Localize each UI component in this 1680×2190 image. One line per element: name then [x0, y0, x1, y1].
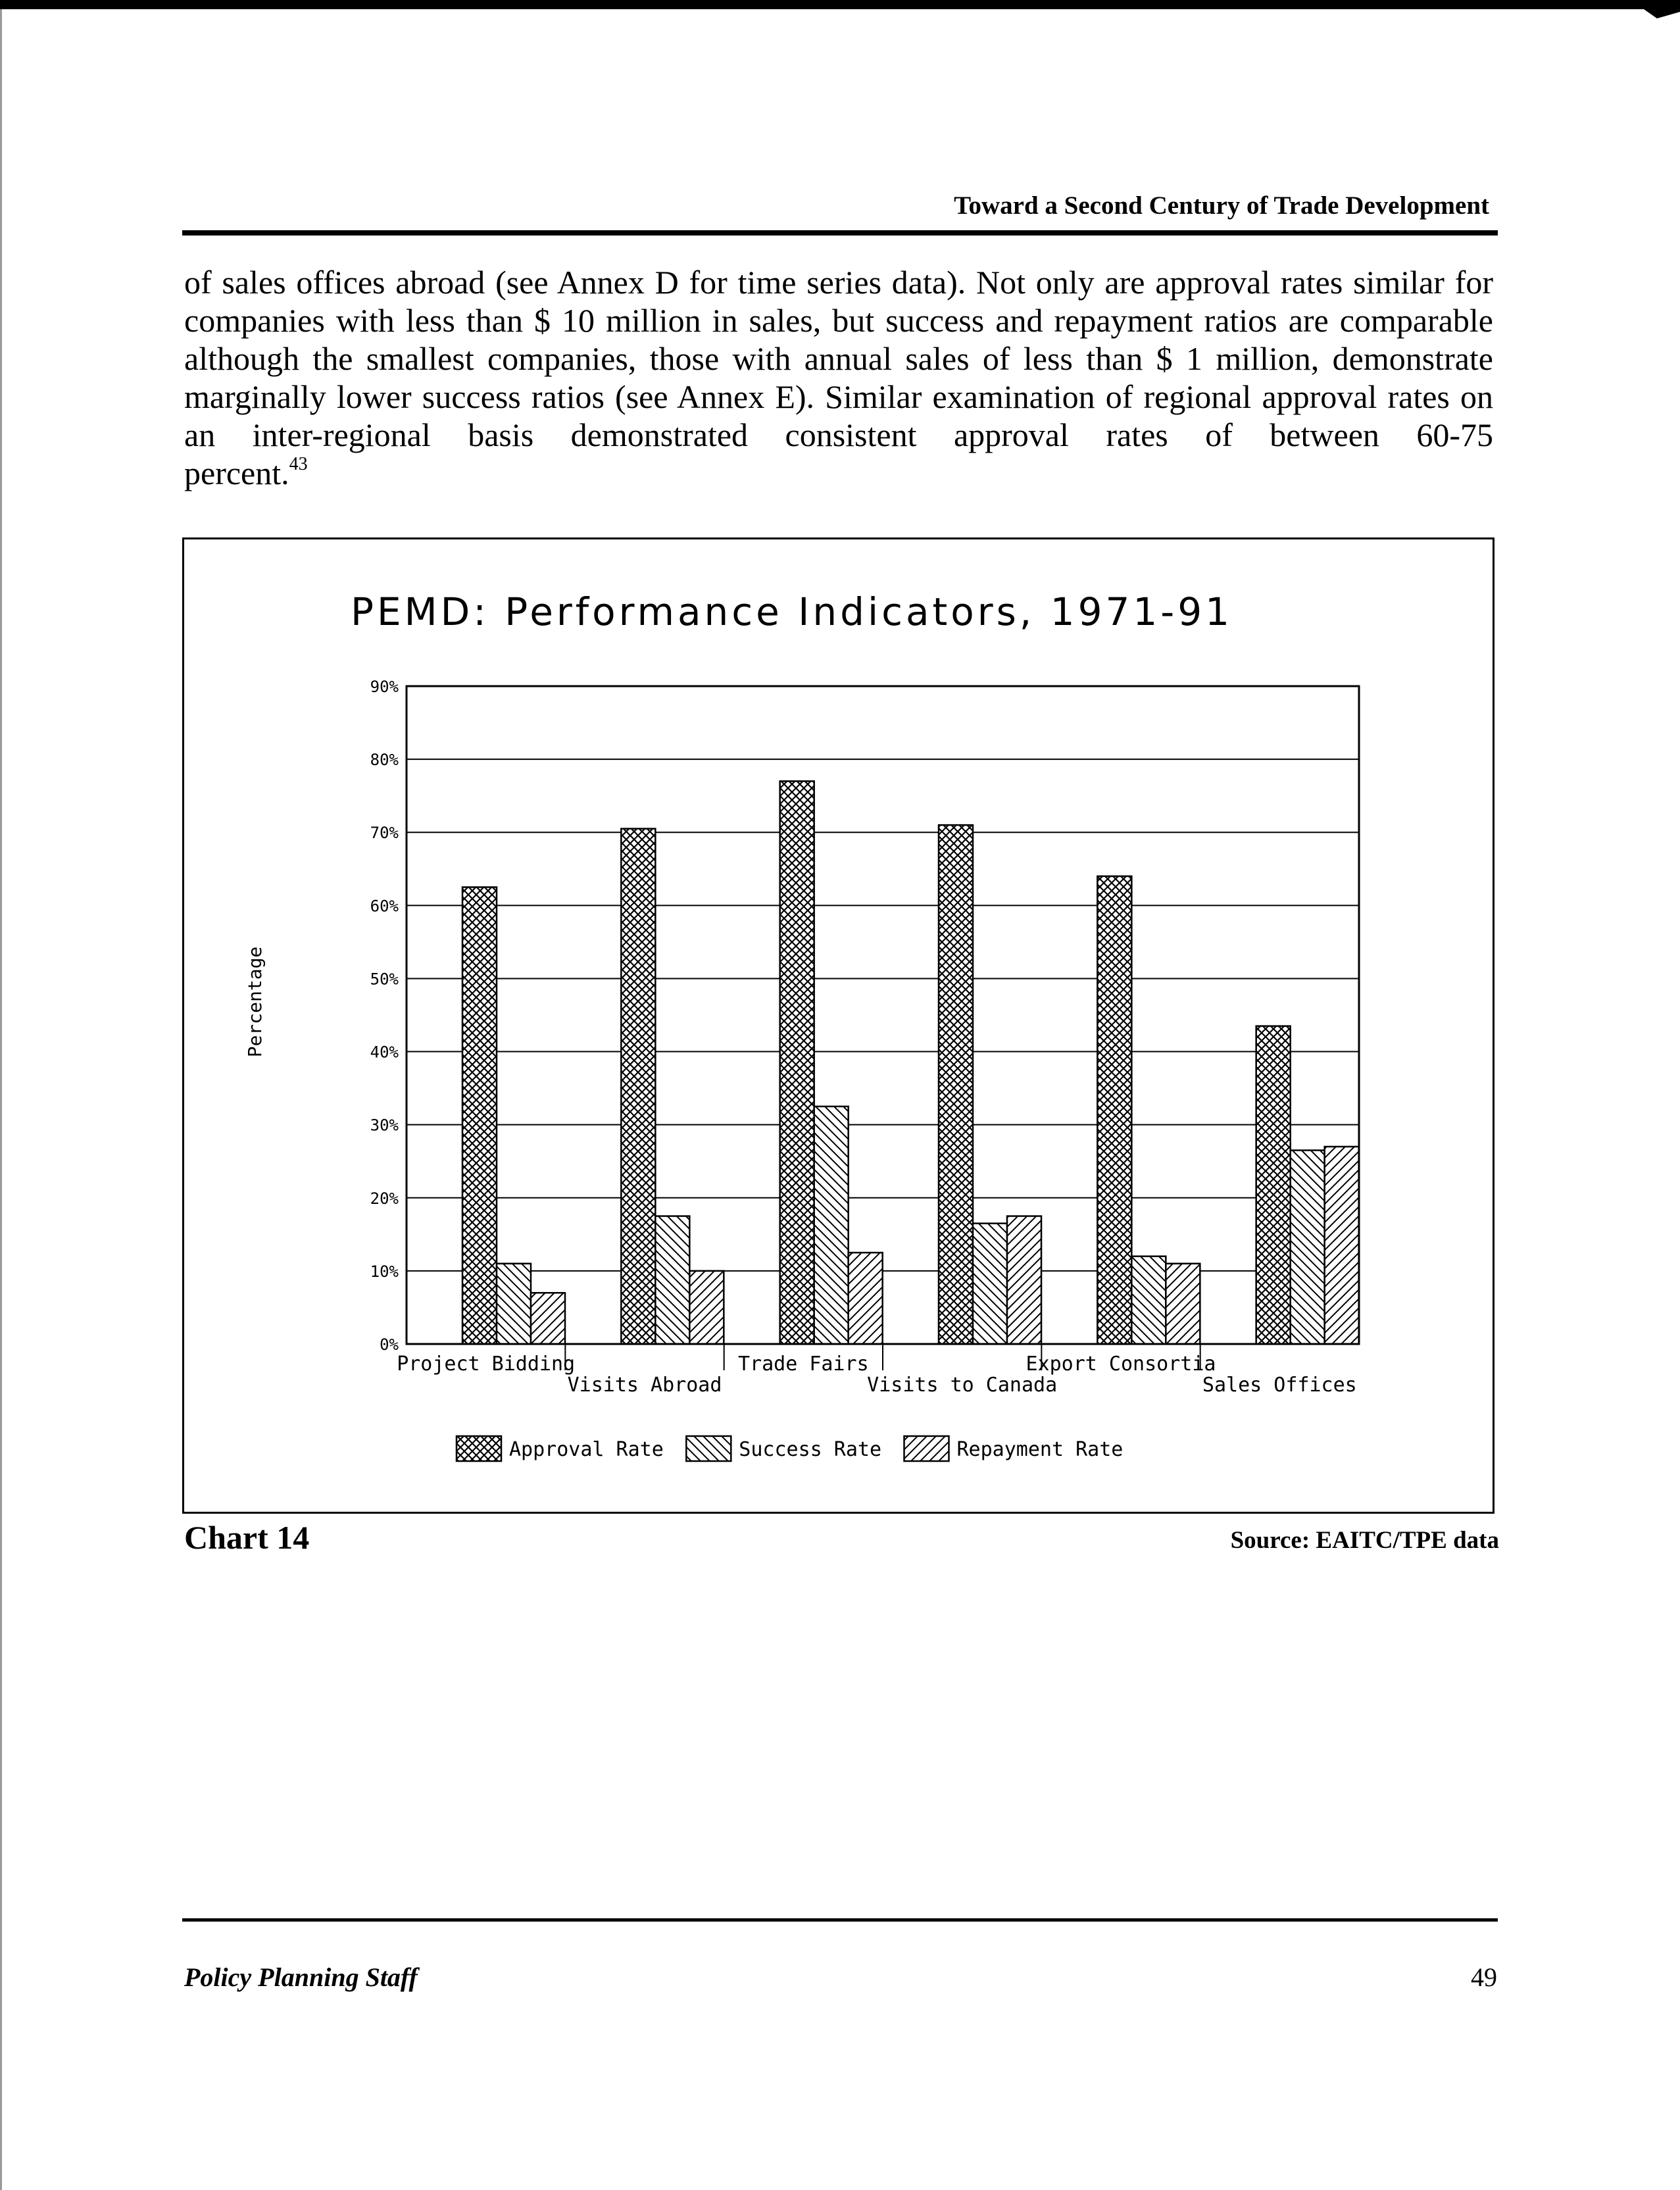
- running-header: Toward a Second Century of Trade Development: [954, 191, 1489, 220]
- bar: [1131, 1257, 1166, 1344]
- y-tick-label: 40%: [370, 1043, 399, 1062]
- y-tick-label: 50%: [370, 970, 399, 989]
- bar: [849, 1253, 883, 1344]
- body-paragraph-last: percent.: [184, 455, 289, 491]
- legend-label: Approval Rate: [509, 1438, 664, 1461]
- x-tick-label: Visits to Canada: [867, 1374, 1058, 1397]
- legend-label: Repayment Rate: [956, 1438, 1124, 1461]
- y-tick-label: 10%: [370, 1262, 399, 1281]
- bar: [621, 829, 655, 1344]
- x-tick-label: Project Bidding: [397, 1353, 576, 1376]
- footer-organization: Policy Planning Staff: [184, 1962, 418, 1992]
- bar-chart: [184, 539, 1493, 1512]
- y-tick-label: 20%: [370, 1189, 399, 1208]
- bar: [1256, 1026, 1291, 1344]
- y-tick-label: 0%: [380, 1335, 399, 1354]
- y-tick-label: 90%: [370, 678, 399, 696]
- chart-title: PEMD: Performance Indicators, 1971-91: [351, 589, 1233, 634]
- legend-swatch: [686, 1436, 731, 1461]
- bar: [655, 1216, 689, 1344]
- y-tick-label: 80%: [370, 751, 399, 770]
- bar: [689, 1271, 724, 1344]
- y-tick-label: 70%: [370, 824, 399, 843]
- bars: [462, 781, 1359, 1344]
- bar: [939, 825, 973, 1344]
- y-tick-label: 60%: [370, 897, 399, 916]
- bar: [1097, 876, 1131, 1344]
- legend-swatch: [457, 1436, 501, 1461]
- bar: [780, 781, 814, 1344]
- chart-number: Chart 14: [184, 1519, 310, 1556]
- bar: [973, 1224, 1007, 1344]
- page-number: 49: [1471, 1962, 1497, 1992]
- bar: [1166, 1264, 1200, 1344]
- header-rule: [182, 230, 1498, 236]
- x-tick-label: Export Consortia: [1025, 1353, 1216, 1376]
- body-paragraph-main: of sales offices abroad (see Annex D for time series data). Not only are approval rates similar for companies with less than $ 10 million in sales, but success and repayment ratios are comparable although the smallest companies, those with annual sales of less than $ 1 million, demonstrate marginally lower success ratios (see Annex E). Similar examination of regional approval rates on an inter-regional basis demonstrated consistent approval rates of between 60-75: [184, 264, 1493, 453]
- y-tick-label: 30%: [370, 1116, 399, 1135]
- bar: [1007, 1216, 1041, 1344]
- plot-area-border: [407, 686, 1359, 1344]
- legend-swatch: [904, 1436, 949, 1461]
- body-paragraph: [184, 263, 1493, 492]
- legend: [457, 1436, 1123, 1461]
- bar: [462, 887, 497, 1344]
- chart-frame: [182, 537, 1495, 1514]
- top-scan-border: [0, 0, 1680, 9]
- bar: [1291, 1151, 1325, 1344]
- bar: [1325, 1147, 1359, 1344]
- legend-label: Success Rate: [739, 1438, 882, 1461]
- x-tick-label: Sales Offices: [1202, 1374, 1357, 1397]
- footer-rule: [182, 1918, 1498, 1922]
- gridlines: [407, 686, 1359, 1344]
- page-corner-mark: [1608, 0, 1680, 20]
- left-page-edge: [0, 9, 2, 2190]
- bar: [497, 1264, 531, 1344]
- x-tick-label: Visits Abroad: [567, 1374, 722, 1397]
- footnote-reference: 43: [289, 454, 308, 474]
- bar: [531, 1293, 565, 1344]
- bar: [814, 1107, 849, 1344]
- x-tick-label: Trade Fairs: [737, 1353, 869, 1376]
- chart-source: Source: EAITC/TPE data: [1230, 1527, 1499, 1554]
- body-paragraph-last-line: [184, 454, 1493, 492]
- y-axis-label: Percentage: [244, 946, 266, 1058]
